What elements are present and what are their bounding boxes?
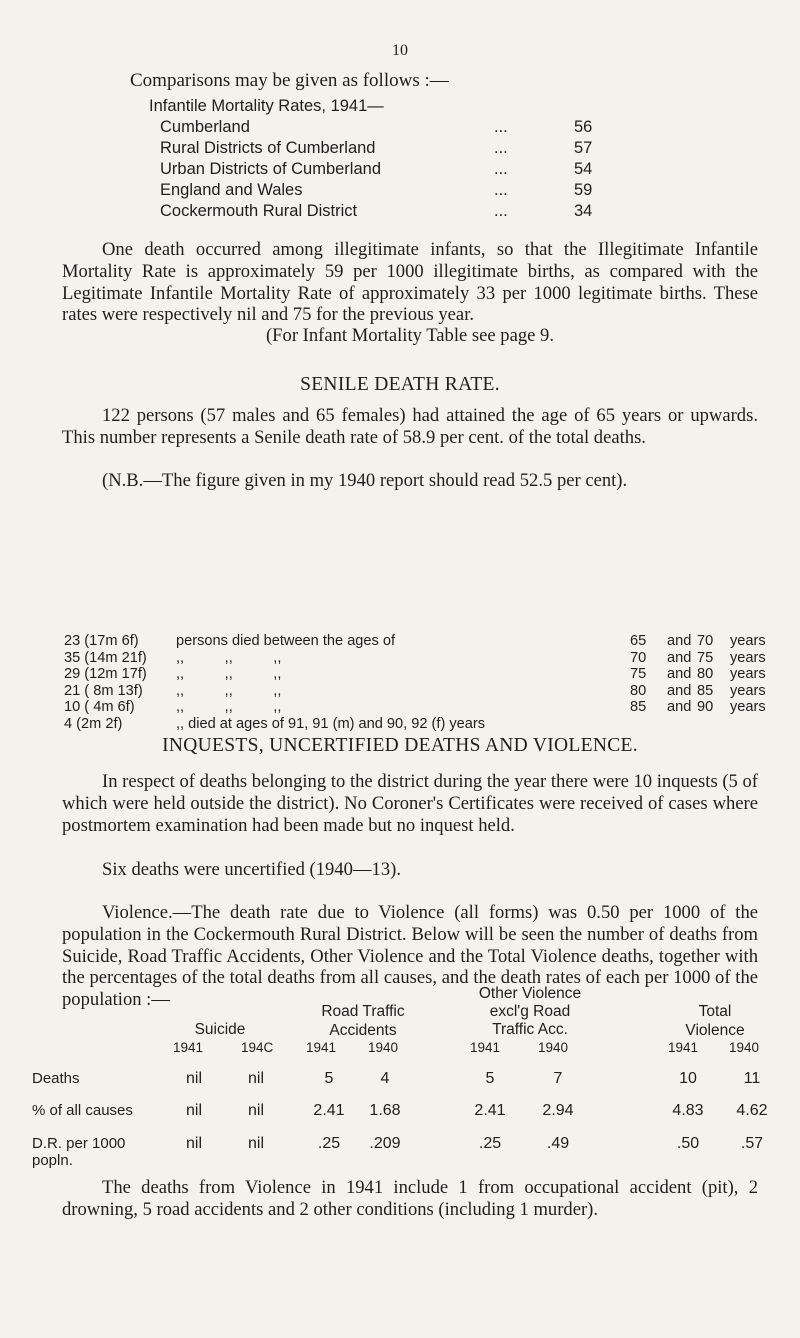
senile-age-table [64,633,764,733]
rate-value: 54 [574,160,593,178]
table-cell: nil [185,1070,202,1087]
suicide-header: Suicide [194,1021,246,1038]
list-item [149,117,629,138]
table-cell: .57 [740,1135,764,1152]
unit-cell: years [730,649,766,666]
year-label: 1941 [470,1040,501,1055]
row-label: Deaths [32,1070,80,1087]
desc-cell: ,, ,, ,, [176,699,282,716]
rate-value: 59 [574,181,593,199]
row-label: % of all causes [32,1102,133,1119]
rate-label: Rural Districts of Cumberland [160,139,376,157]
table-cell: .25 [478,1135,502,1152]
table-cell: 10 [679,1070,697,1087]
rate-leader: ... [494,202,508,220]
senile-paragraph: 122 persons (57 males and 65 females) had attained the age of 65 years or upwards. This number represents a Senile death rate of 58.9 per cent. of the total deaths. [62,405,758,448]
infant-table-reference: (For Infant Mortality Table see page 9. [265,325,555,346]
total-violence-header: Total Violence [685,1003,745,1039]
table-row [64,683,764,700]
table-cell: .209 [369,1135,401,1152]
table-cell: 11 [743,1070,761,1087]
rate-leader: ... [494,118,508,136]
rate-value: 34 [574,202,593,220]
violence-paragraph: Violence.—The death rate due to Violence (all forms) was 0.50 per 1000 of the population in the Cockermouth Rural District. Below will be seen the number of deaths from Suicide, Road Traffic Accidents, Other Violence and the Total Violence deaths, together with the percentages of the total deaths from all causes, and the death rates of each per 1000 of the population :— [62,902,758,1011]
age-to-cell: 70 [697,633,714,649]
table-cell: nil [247,1070,264,1087]
table-cell: .50 [676,1135,700,1152]
desc-cell: persons died between the ages of [176,633,396,649]
table-row [64,666,764,683]
year-label: 1940 [538,1040,569,1055]
and-cell: and [667,682,692,699]
table-cell: nil [247,1135,264,1152]
list-item [149,138,629,159]
unit-cell: years [730,633,766,649]
count-cell: 10 ( 4m 6f) [64,699,135,716]
year-label: 1940 [729,1040,760,1055]
desc-cell: ,, ,, ,, [176,666,282,683]
table-cell: nil [185,1135,202,1152]
desc-cell: ,, died at ages of 91, 91 (m) and 90, 92 (f) years [176,715,486,732]
rate-leader: ... [494,139,508,157]
rate-label: Urban Districts of Cumberland [160,160,381,178]
table-cell: 5 [324,1070,334,1087]
year-label: 1941 [173,1040,204,1055]
age-to-cell: 75 [697,649,714,666]
year-label: 194C [241,1040,274,1055]
inquests-paragraph: In respect of deaths belonging to the district during the year there were 10 inquests (5 of which were held outside the district). No Coroner's Certificates were received of cases where postmortem examination had been made but no inquest held. [62,771,758,836]
table-cell: .49 [546,1135,570,1152]
senile-note: (N.B.—The figure given in my 1940 report should read 52.5 per cent). [102,470,628,491]
age-from-cell: 75 [630,666,647,683]
table-cell: 5 [485,1070,495,1087]
inquests-heading: INQUESTS, UNCERTIFIED DEATHS AND VIOLENCE. [162,735,638,756]
table-cell: 4.83 [672,1102,704,1119]
table-row [64,699,764,716]
list-item [149,201,629,222]
table-cell: .25 [317,1135,341,1152]
infant-rates-caption: Infantile Mortality Rates, 1941— [149,97,384,115]
count-cell: 35 (14m 21f) [64,649,147,666]
age-to-cell: 85 [697,682,714,699]
table-cell: 4.62 [736,1102,768,1119]
count-cell: 29 (12m 17f) [64,666,147,683]
age-from-cell: 85 [630,699,647,716]
table-cell: nil [185,1102,202,1119]
list-item [149,180,629,201]
rate-label: England and Wales [160,181,303,199]
table-row [64,650,764,667]
rate-value: 56 [574,118,593,136]
count-cell: 4 (2m 2f) [64,715,123,732]
age-from-cell: 80 [630,682,647,699]
and-cell: and [667,649,692,666]
desc-cell: ,, ,, ,, [176,649,282,666]
illegitimate-paragraph: One death occurred among illegitimate infants, so that the Illegitimate Infantile Mortality Rate is approximately 59 per 1000 illegitimate births, as compared with the Legitimate Infantile Mortality Rate of approximately 33 per 1000 legitimate births. These rates were respectively nil and 75 for the previous year. [62,239,758,326]
year-label: 1941 [306,1040,337,1055]
and-cell: and [667,633,692,649]
table-cell: 2.41 [313,1102,345,1119]
and-cell: and [667,699,692,716]
table-row [64,716,764,733]
table-cell: 2.41 [474,1102,506,1119]
senile-death-heading: SENILE DEATH RATE. [300,374,500,395]
desc-cell: ,, ,, ,, [176,682,282,699]
unit-cell: years [730,699,766,716]
table-cell: 4 [380,1070,390,1087]
year-label: 1940 [368,1040,399,1055]
page-number: 10 [392,42,408,59]
table-cell: 7 [553,1070,563,1087]
row-label: D.R. per 1000 popln. [32,1135,126,1169]
count-cell: 23 (17m 6f) [64,633,139,649]
rate-label: Cumberland [160,118,250,136]
and-cell: and [667,666,692,683]
table-cell: 1.68 [369,1102,401,1119]
comparisons-intro: Comparisons may be given as follows :— [130,70,449,91]
other-violence-header: Other Violence excl'g Road Traffic Acc. [478,985,582,1038]
unit-cell: years [730,682,766,699]
list-item [149,159,629,180]
rate-leader: ... [494,160,508,178]
age-from-cell: 65 [630,633,647,649]
table-cell: nil [247,1102,264,1119]
table-cell: 2.94 [542,1102,574,1119]
closing-paragraph: The deaths from Violence in 1941 include 1 from occupational accident (pit), 2 drowning, 5 road accidents and 2 other conditions (including 1 murder). [62,1177,758,1220]
age-to-cell: 80 [697,666,714,683]
table-row [64,633,764,650]
uncertified-paragraph: Six deaths were uncertified (1940—13). [102,859,401,880]
age-from-cell: 70 [630,649,647,666]
road-traffic-header: Road Traffic Accidents [321,1003,405,1039]
age-to-cell: 90 [697,699,714,716]
unit-cell: years [730,666,766,683]
infant-mortality-rates-list [149,96,629,222]
rate-value: 57 [574,139,593,157]
year-label: 1941 [668,1040,699,1055]
rate-leader: ... [494,181,508,199]
rate-label: Cockermouth Rural District [160,202,358,220]
count-cell: 21 ( 8m 13f) [64,682,143,699]
